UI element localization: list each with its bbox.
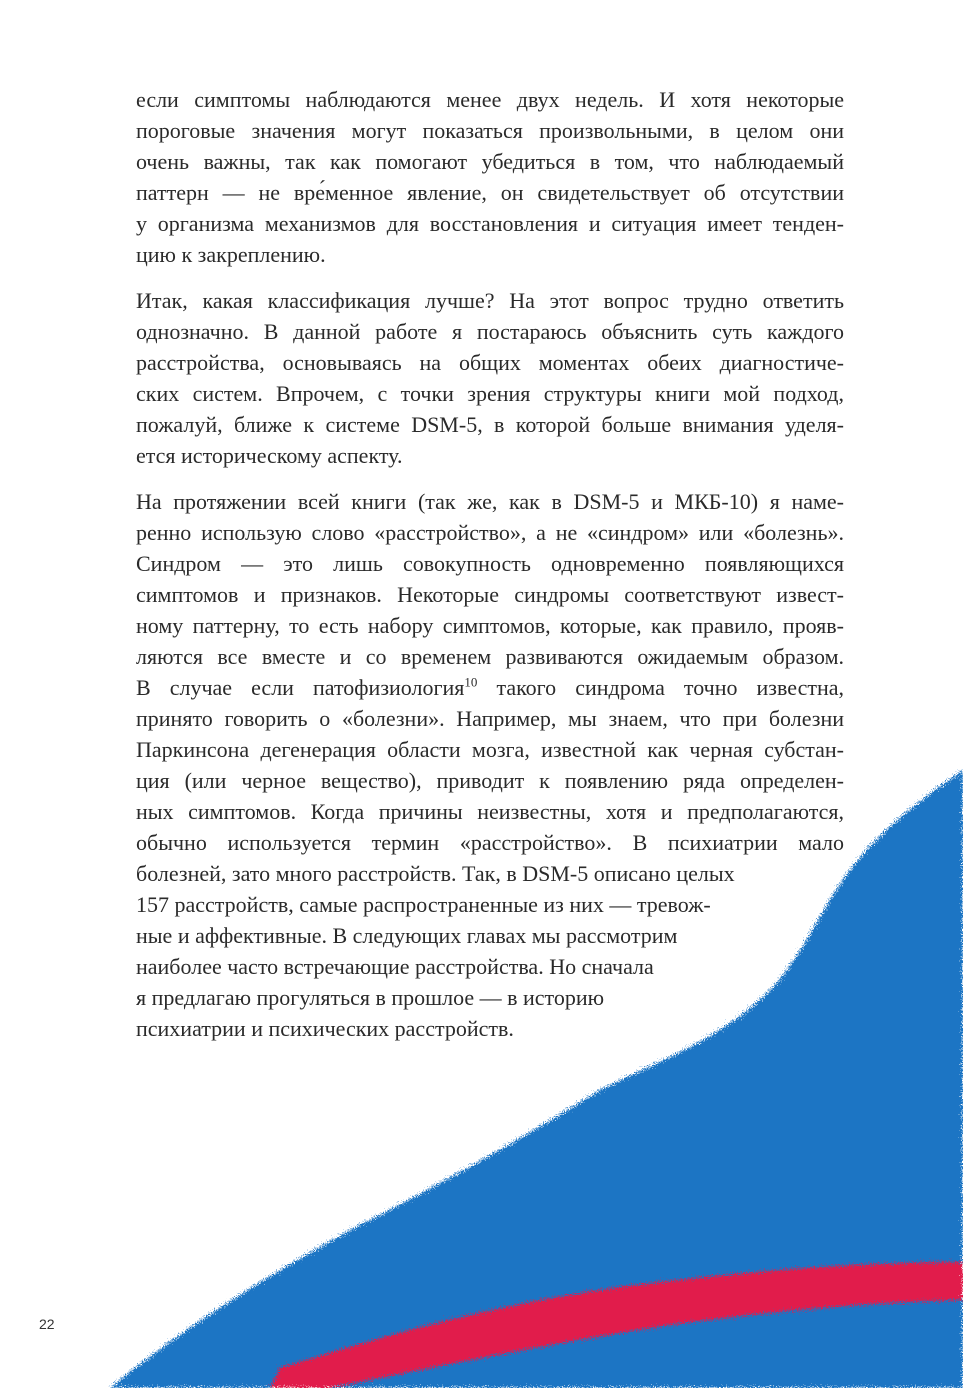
text-fragment: такого синдрома точно известна, xyxy=(477,675,844,700)
text-line: принято говорить о «болезни». Например, мы знаем, что при болезни xyxy=(136,706,844,731)
page-number: 22 xyxy=(39,1316,55,1332)
text-line: ских систем. Впрочем, с точки зрения структуры книги мой подход, xyxy=(136,381,844,406)
text-line: паттерн — не вре́менное явление, он свидетельствует об отсутствии xyxy=(136,180,844,205)
text-line: пороговые значения могут показаться произвольными, в целом они xyxy=(136,118,844,143)
paragraph-3 xyxy=(136,486,844,1044)
text-line: ляются все вместе и со временем развиваются ожидаемым образом. xyxy=(136,644,844,669)
text-line: расстройства, основываясь на общих моментах обеих диагностиче- xyxy=(136,350,844,375)
text-line: я предлагаю прогуляться в прошлое — в историю xyxy=(136,985,605,1010)
text-line: 157 расстройств, самые распространенные из них — тревож- xyxy=(136,892,711,917)
text-line: однозначно. В данной работе я постараюсь объяснить суть каждого xyxy=(136,319,844,344)
text-line: цию к закреплению. xyxy=(136,242,326,267)
text-line: обычно используется термин «расстройство». В психиатрии мало xyxy=(136,830,844,855)
text-line: ные и аффективные. В следующих главах мы рассмотрим xyxy=(136,923,678,948)
text-line: ному паттерну, то есть набору симптомов, которые, как правило, прояв- xyxy=(136,613,844,638)
text-line-with-footnote xyxy=(136,672,844,703)
text-line: наиболее часто встречающие расстройства. Но сначала xyxy=(136,954,654,979)
text-fragment: В случае если патофизиология xyxy=(136,675,465,700)
text-line: пожалуй, ближе к системе DSM-5, в которой больше внимания уделя- xyxy=(136,412,844,437)
text-line: очень важны, так как помогают убедиться в том, что наблюдаемый xyxy=(136,149,844,174)
text-line: Паркинсона дегенерация области мозга, известной как черная субстан- xyxy=(136,737,844,762)
body-text xyxy=(136,84,844,1059)
text-line: ных симптомов. Когда причины неизвестны, хотя и предполагаются, xyxy=(136,799,844,824)
paragraph-1 xyxy=(136,84,844,270)
text-line: у организма механизмов для восстановления и ситуация имеет тенден- xyxy=(136,211,844,236)
text-line: психиатрии и психических расстройств. xyxy=(136,1016,514,1041)
paragraph-2 xyxy=(136,285,844,471)
text-line: На протяжении всей книги (так же, как в DSM-5 и МКБ-10) я наме- xyxy=(136,489,844,514)
text-line: ется историческому аспекту. xyxy=(136,443,403,468)
text-line: болезней, зато много расстройств. Так, в DSM-5 описано целых xyxy=(136,861,735,886)
text-line: ренно использую слово «расстройство», а не «синдром» или «болезнь». xyxy=(136,520,844,545)
text-line: ция (или черное вещество), приводит к появлению ряда определен- xyxy=(136,768,844,793)
text-line: Синдром — это лишь совокупность одновременно появляющихся xyxy=(136,551,844,576)
text-line: Итак, какая классификация лучше? На этот вопрос трудно ответить xyxy=(136,288,844,313)
text-line: симптомов и признаков. Некоторые синдромы соответствуют извест- xyxy=(136,582,844,607)
text-line: если симптомы наблюдаются менее двух недель. И хотя некоторые xyxy=(136,87,844,112)
footnote-reference: 10 xyxy=(464,674,478,690)
